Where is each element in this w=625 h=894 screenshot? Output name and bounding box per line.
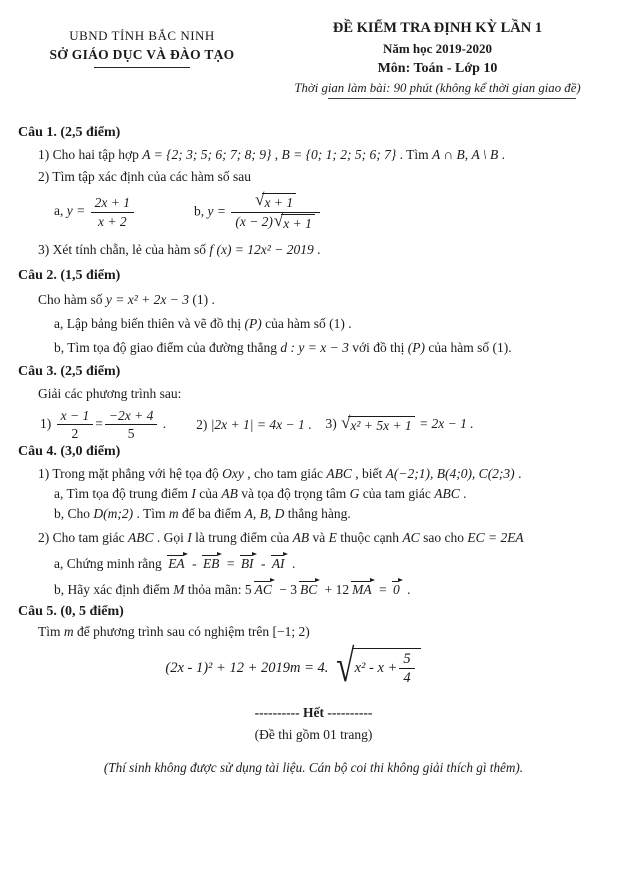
math: ABC bbox=[326, 465, 352, 481]
denominator: 4 bbox=[403, 670, 411, 687]
math: AB bbox=[292, 529, 310, 545]
equals-sign: = bbox=[95, 415, 103, 431]
vector-MA: MA bbox=[350, 580, 375, 598]
text: a, Chứng minh rằng bbox=[54, 555, 166, 571]
radicand bbox=[353, 648, 421, 687]
radicand: x² + 5x + 1 bbox=[348, 416, 414, 434]
text: b, Hãy xác định điểm bbox=[54, 581, 174, 597]
math: AC bbox=[402, 529, 420, 545]
text: . bbox=[514, 465, 522, 481]
denominator: 5 bbox=[127, 426, 135, 442]
text: là trung điểm của bbox=[191, 529, 293, 545]
q4-item-2 bbox=[38, 530, 609, 546]
sqrt-radical bbox=[329, 639, 420, 691]
text: 3) Xét tính chẵn, lẻ của hàm số bbox=[38, 241, 210, 257]
text: . bbox=[459, 485, 467, 501]
issuer-block bbox=[18, 20, 266, 68]
math-interval: [−1; 2) bbox=[272, 623, 310, 639]
item-label: 3) bbox=[325, 415, 341, 431]
school-year: Năm học 2019-2020 bbox=[382, 41, 493, 56]
duration-underline bbox=[328, 98, 576, 99]
sqrt-radical bbox=[273, 210, 315, 232]
coefficient: + 12 bbox=[321, 581, 350, 597]
math: D(m;2) bbox=[93, 505, 134, 521]
q1-functions-row bbox=[54, 190, 609, 231]
denominator bbox=[231, 210, 320, 232]
text: (1) . bbox=[189, 291, 215, 307]
minus-sign: - bbox=[257, 555, 269, 571]
text: và tọa độ trọng tâm bbox=[237, 485, 350, 501]
math: EC = 2EA bbox=[467, 529, 524, 545]
text: với đồ thị bbox=[348, 339, 408, 355]
math: AB bbox=[221, 485, 238, 501]
math-set-a: A = {2; 3; 5; 6; 7; 8; 9} bbox=[142, 147, 272, 163]
header-divider-line bbox=[94, 67, 190, 68]
duration-line: Thời gian làm bài: 90 phút (không kể thời gian giao đề) bbox=[294, 81, 581, 95]
math: y = bbox=[66, 203, 89, 219]
math: A, B, D bbox=[244, 505, 285, 521]
math-function: y = x² + 2x − 3 bbox=[105, 291, 189, 307]
q4-item-1 bbox=[38, 466, 609, 482]
math-point-M: M bbox=[173, 581, 185, 597]
text: . Gọi bbox=[153, 529, 188, 545]
question-2-heading: Câu 2. (1,5 điểm) bbox=[18, 267, 121, 283]
math-abs-equation: |2x + 1| = 4x − 1 bbox=[210, 416, 305, 432]
text: . bbox=[403, 581, 411, 597]
math: ABC bbox=[434, 485, 460, 501]
text: thuộc cạnh bbox=[336, 529, 403, 545]
subject-line: Môn: Toán - Lớp 10 bbox=[377, 61, 498, 76]
q5-intro bbox=[38, 624, 609, 640]
denominator: x + 2 bbox=[97, 213, 127, 229]
coefficient: 5 bbox=[244, 581, 252, 597]
text: 2) Cho tam giác bbox=[38, 529, 128, 545]
numerator: 2x + 1 bbox=[91, 195, 134, 213]
text: , bbox=[464, 147, 472, 163]
numerator bbox=[231, 190, 320, 213]
radicand: x + 1 bbox=[281, 214, 315, 232]
minus-sign: - bbox=[188, 555, 200, 571]
item-label: 2) bbox=[196, 416, 211, 432]
q4-item-1a bbox=[54, 486, 609, 502]
candidate-note: (Thí sinh không được sử dụng tài liệu. Cán bộ coi thi không giải thích gì thêm). bbox=[103, 759, 524, 775]
text: của bbox=[195, 485, 222, 501]
text: và bbox=[309, 529, 329, 545]
q4-item-2b bbox=[54, 580, 609, 598]
page-count-note: (Đề thi gồm 01 trang) bbox=[254, 726, 373, 742]
text: a, Lập bảng biến thiên và vẽ đồ thị bbox=[54, 315, 245, 331]
text: Tìm bbox=[38, 623, 64, 639]
text: sao cho bbox=[419, 529, 468, 545]
fraction bbox=[57, 408, 94, 442]
math: ABC bbox=[127, 529, 154, 545]
text: . bbox=[159, 415, 167, 431]
text: , bbox=[271, 147, 282, 163]
text: 1) Cho hai tập hợp bbox=[38, 147, 143, 163]
text: 1) Trong mặt phẳng với hệ tọa độ bbox=[38, 465, 223, 481]
radical-sign-icon: √ bbox=[336, 639, 355, 691]
question-4-heading: Câu 4. (3,0 điểm) bbox=[18, 443, 121, 459]
equals-sign: = bbox=[223, 555, 238, 571]
q2-item-a bbox=[54, 316, 609, 332]
math-function: f (x) = 12x² − 2019 bbox=[209, 241, 314, 257]
math: Oxy bbox=[222, 465, 244, 481]
q3-intro: Giải các phương trình sau: bbox=[38, 385, 182, 401]
math-parabola: (P) bbox=[407, 339, 426, 355]
math: y = bbox=[207, 203, 230, 219]
numerator: x − 1 bbox=[57, 408, 94, 426]
text: . Tìm bbox=[396, 147, 433, 163]
item-label: b, bbox=[193, 203, 208, 219]
math-m: m bbox=[63, 623, 74, 639]
math-difference: A \ B bbox=[471, 147, 499, 163]
text: , biết bbox=[351, 465, 386, 481]
text: a, Tìm tọa độ trung điểm bbox=[54, 485, 192, 501]
denominator: 2 bbox=[71, 426, 79, 442]
q4-item-2a bbox=[54, 554, 609, 572]
math-lhs: (2x - 1)² + 12 + 2019m = 4. bbox=[165, 659, 329, 676]
item-label: 1) bbox=[40, 415, 55, 431]
text: . bbox=[313, 241, 321, 257]
text: của hàm số (1) . bbox=[261, 315, 352, 331]
equals-sign: = bbox=[375, 581, 391, 597]
q3-equation-2 bbox=[196, 417, 311, 433]
coefficient: − 3 bbox=[275, 581, 297, 597]
radical-sign-icon: √ bbox=[255, 190, 265, 210]
question-5-heading: Câu 5. (0, 5 điểm) bbox=[18, 603, 124, 619]
item-label: a, bbox=[54, 203, 67, 219]
end-marker: ---------- Hết ---------- bbox=[254, 704, 373, 720]
vector-AC: AC bbox=[253, 580, 275, 598]
math: m bbox=[168, 505, 179, 521]
exam-title-block bbox=[266, 20, 609, 99]
q4-item-1b bbox=[54, 506, 609, 522]
text: để ba điểm bbox=[178, 505, 245, 521]
exam-title: ĐỀ KIỂM TRA ĐỊNH KỲ LẦN 1 bbox=[332, 20, 543, 36]
math: I bbox=[191, 485, 196, 501]
q1-item-1 bbox=[38, 147, 609, 163]
text: b, Tìm tọa độ giao điểm của đường thẳng bbox=[54, 339, 281, 355]
radical-sign-icon: √ bbox=[341, 412, 351, 432]
q3-equations-row bbox=[40, 408, 609, 442]
issuer-department: SỞ GIÁO DỤC VÀ ĐÀO TẠO bbox=[49, 47, 235, 62]
text: của hàm số (1). bbox=[425, 339, 512, 355]
q1-function-a bbox=[54, 195, 136, 229]
math-set-b: B = {0; 1; 2; 5; 6; 7} bbox=[281, 147, 397, 163]
q3-equation-3 bbox=[325, 412, 474, 434]
math-intersection: A ∩ B bbox=[432, 147, 465, 163]
radical-sign-icon: √ bbox=[273, 210, 284, 230]
fraction bbox=[399, 651, 414, 687]
math: G bbox=[349, 485, 360, 501]
q2-item-b bbox=[54, 340, 609, 356]
vector-BI: BI bbox=[239, 554, 257, 572]
math: E bbox=[328, 529, 337, 545]
sqrt-radical bbox=[341, 412, 415, 434]
vector-zero: 0 bbox=[391, 580, 403, 598]
question-3-heading: Câu 3. (2,5 điểm) bbox=[18, 363, 121, 379]
sqrt-radical bbox=[255, 190, 296, 211]
text: . bbox=[498, 147, 506, 163]
text: . Tìm bbox=[133, 505, 169, 521]
q1-item-2: 2) Tìm tập xác định của các hàm số sau bbox=[38, 169, 252, 185]
vector-EB: EB bbox=[201, 554, 223, 572]
fraction bbox=[105, 408, 157, 442]
text: , cho tam giác bbox=[243, 465, 327, 481]
math: = 2x − 1 . bbox=[415, 415, 474, 431]
text: thỏa mãn: bbox=[184, 581, 245, 597]
fraction bbox=[91, 195, 134, 229]
q5-equation bbox=[18, 639, 569, 691]
text: b, Cho bbox=[54, 505, 94, 521]
numerator: 5 bbox=[399, 651, 414, 670]
vector-BC: BC bbox=[298, 580, 320, 598]
text: Cho hàm số bbox=[38, 291, 106, 307]
math: I bbox=[187, 529, 192, 545]
math-coordinates: A(−2;1), B(4;0), C(2;3) bbox=[385, 465, 515, 481]
q2-intro bbox=[38, 292, 609, 308]
math: (x − 2) bbox=[235, 213, 273, 229]
text: . bbox=[288, 555, 296, 571]
radicand: x + 1 bbox=[262, 193, 296, 211]
q1-item-3 bbox=[38, 242, 609, 258]
issuer-parent-org: UBND TỈNH BẮC NINH bbox=[69, 28, 215, 43]
text: . bbox=[304, 416, 312, 432]
text: của tam giác bbox=[359, 485, 435, 501]
math-parabola: (P) bbox=[244, 315, 262, 331]
q3-equation-1 bbox=[40, 408, 166, 442]
math-line: d : y = x − 3 bbox=[280, 339, 349, 355]
q1-function-b bbox=[193, 190, 322, 231]
vector-AI: AI bbox=[270, 554, 288, 572]
vector-EA: EA bbox=[166, 554, 188, 572]
question-1-heading: Câu 1. (2,5 điểm) bbox=[18, 125, 121, 141]
math: x² - x + bbox=[354, 660, 398, 677]
fraction bbox=[231, 190, 320, 231]
numerator: −2x + 4 bbox=[105, 408, 157, 426]
text: để phương trình sau có nghiệm trên bbox=[73, 623, 273, 639]
header bbox=[18, 20, 609, 99]
text: thẳng hàng. bbox=[284, 505, 351, 521]
